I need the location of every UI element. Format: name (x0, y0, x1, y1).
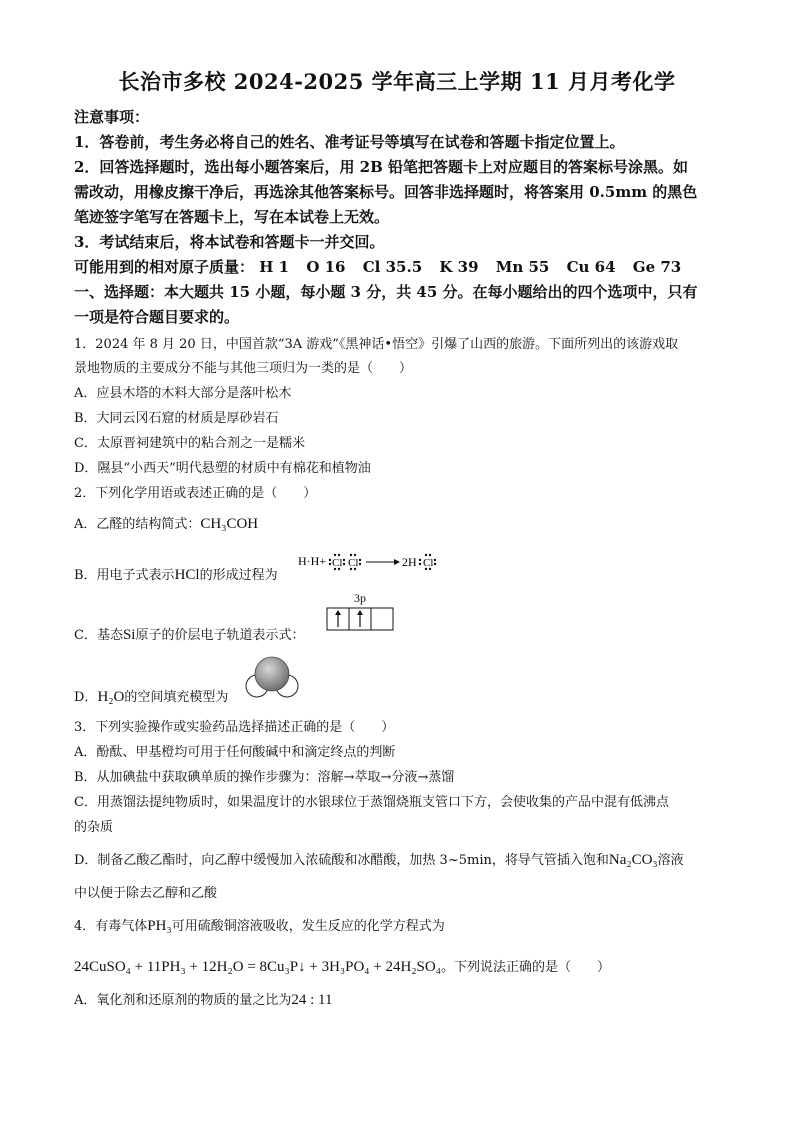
q2-b-suffix: 的形成过程为 (199, 568, 278, 583)
section1-line1: 一、选择题：本大题共 15 小题，每小题 3 分，共 45 分。在每小题给出的四个选项中，只有 (74, 283, 698, 301)
section1-line2: 一项是符合题目要求的。 (74, 308, 240, 326)
q2-a-formula: CH₃COH (200, 516, 259, 532)
h2o-space-filling-model-icon (244, 655, 300, 701)
q4-stem-formula: PH₃ (147, 918, 172, 934)
notice-item-1: 1．答卷前，考生务必将自己的姓名、准考证号等填写在试卷和答题卡指定位置上。 (74, 133, 625, 151)
svg-text:H·H+: H·H+ (298, 554, 327, 568)
atomic-mass-mn: Mn 55 (495, 258, 550, 276)
q2-b-hcl: HCl (174, 567, 200, 583)
atomic-mass-o: O 16 (306, 258, 346, 276)
notice-heading: 注意事项： (74, 108, 150, 126)
svg-text:Cl: Cl (348, 557, 359, 569)
q1-stem-1: 1．2024 年 8 月 20 日，中国首款“3A 游戏”《黑神话•悟空》引爆了山西的旅游。下面所列出的该游戏取 (74, 337, 679, 352)
notice-item-2-cont2: 笔迹签字笔写在答题卡上，写在本试卷上无效。 (74, 208, 390, 226)
atomic-mass-cu: Cu 64 (566, 258, 616, 276)
q2-stem: 2．下列化学用语或表述正确的是（ ） (74, 486, 317, 501)
q2-c-prefix: C．基态 (74, 628, 123, 643)
q2-d-h2o: H₂O (97, 689, 125, 705)
q4-equation: 24CuSO₄ + 11PH₃ + 12H₂O = 8Cu₃P↓ + 3H₃PO₄ + 24H₂SO₄ (74, 959, 441, 975)
atomic-mass-label: 可能用到的相对原子质量： (74, 258, 255, 276)
orbital-label: 3p (354, 591, 366, 605)
q4-equation-tail: 。下列说法正确的是（ ） (440, 960, 610, 975)
notice-item-2-cont: 需改动，用橡皮擦干净后，再选涂其他答案标号。回答非选择题时，将答案用 0.5mm 的黑色 (74, 183, 698, 201)
q3-stem: 3．下列实验操作或实验药品选择描述正确的是（ ） (74, 720, 395, 735)
q1-stem-2: 景地物质的主要成分不能与其他三项归为一类的是（ ） (74, 361, 413, 376)
q3-d-tail: 溶液 (657, 853, 684, 868)
atomic-mass-h: H 1 (259, 258, 290, 276)
q2-option-a (74, 513, 258, 533)
q4-stem-suffix: 可用硫酸铜溶液吸收，发生反应的化学方程式为 (171, 919, 445, 934)
q4-stem-prefix: 4．有毒气体 (74, 919, 148, 934)
q1-option-a: A．应县木塔的木料大部分是落叶松木 (74, 386, 292, 401)
q2-b-prefix: B．用电子式表示 (74, 568, 175, 583)
q3-option-d-2: 中以便于除去乙醇和乙酸 (74, 886, 218, 901)
q4-option-a (74, 989, 333, 1009)
svg-text:Cl: Cl (423, 557, 434, 569)
q3-option-b: B．从加碘盐中获取碘单质的操作步骤为：溶解→萃取→分液→蒸馏 (74, 770, 455, 785)
q2-option-c (74, 624, 304, 644)
q2-d-prefix: D． (74, 690, 98, 705)
q3-option-c-2: 的杂质 (74, 820, 114, 835)
hcl-electron-formation-diagram (298, 550, 446, 576)
q4-a-ratio: 24 : 11 (291, 992, 333, 1008)
si-3p-orbital-diagram (326, 607, 396, 633)
q3-d-text: D．制备乙酸乙酯时，向乙醇中缓慢加入浓硫酸和冰醋酸，加热 3~5min，将导气管插入饱和 (74, 853, 609, 868)
q2-c-si: Si (122, 627, 136, 643)
svg-text:Cl: Cl (332, 557, 343, 569)
svg-text:2H: 2H (402, 555, 417, 569)
atomic-mass-k: K 39 (439, 258, 479, 276)
q2-option-b (74, 564, 278, 584)
q4-stem (74, 915, 445, 935)
q1-option-c: C．太原晋祠建筑中的粘合剂之一是糯米 (74, 436, 305, 451)
q3-option-c-1: C．用蒸馏法提纯物质时，如果温度计的水银球位于蒸馏烧瓶支管口下方，会使收集的产品中混有低沸点 (74, 795, 669, 810)
q4-a-prefix: A．氧化剂和还原剂的物质的量之比为 (74, 993, 292, 1008)
q3-d-formula: Na₂CO₃ (608, 852, 658, 868)
atomic-mass-cl: Cl 35.5 (362, 258, 423, 276)
atomic-mass-ge: Ge 73 (632, 258, 682, 276)
page-title: 长治市多校 2024-2025 学年高三上学期 11 月月考化学 (118, 69, 676, 94)
q3-option-a: A．酚酞、甲基橙均可用于任何酸碱中和滴定终点的判断 (74, 745, 396, 760)
q2-c-suffix: 原子的价层电子轨道表示式： (135, 628, 305, 643)
q3-option-d-1 (74, 849, 684, 869)
q2-option-d (74, 686, 228, 706)
q1-option-b: B．大同云冈石窟的材质是厚砂岩石 (74, 411, 279, 426)
notice-item-3: 3．考试结束后，将本试卷和答题卡一并交回。 (74, 233, 385, 251)
q2-d-suffix: 的空间填充模型为 (124, 690, 229, 705)
atomic-mass-line (74, 256, 693, 277)
q4-equation-line (74, 956, 610, 976)
notice-item-2: 2．回答选择题时，选出每小题答案后，用 2B 铅笔把答题卡上对应题目的答案标号涂黑。如 (74, 158, 689, 176)
q1-option-d: D．隰县“小西天”明代悬塑的材质中有棉花和植物油 (74, 461, 371, 476)
q2-a-prefix: A．乙醛的结构简式： (74, 517, 201, 532)
